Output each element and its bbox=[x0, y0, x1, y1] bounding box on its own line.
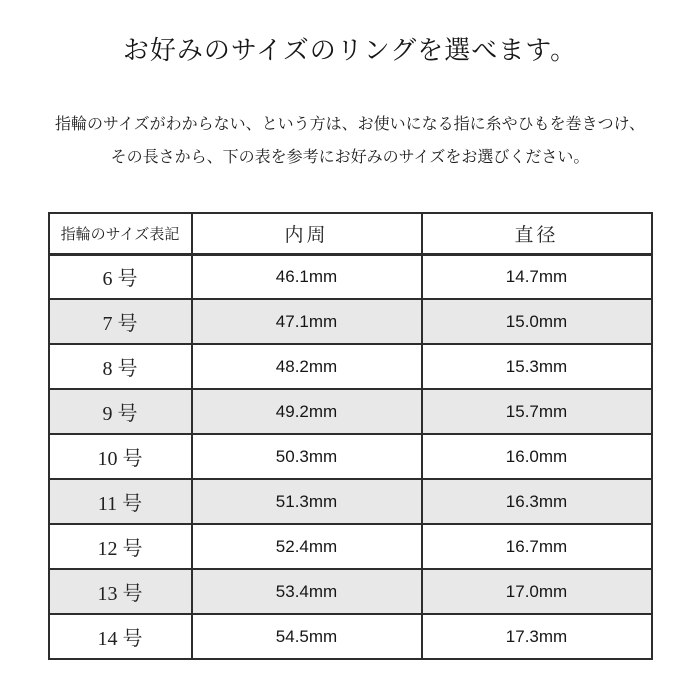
inner-circumference-cell: 50.3mm bbox=[192, 434, 422, 479]
table-row bbox=[49, 614, 652, 659]
table-row bbox=[49, 299, 652, 344]
table-header-row bbox=[49, 213, 652, 254]
size-cell: 10 号 bbox=[49, 434, 192, 479]
diameter-cell: 16.7mm bbox=[422, 524, 652, 569]
inner-circumference-cell: 51.3mm bbox=[192, 479, 422, 524]
inner-circumference-cell: 54.5mm bbox=[192, 614, 422, 659]
inner-circumference-cell: 48.2mm bbox=[192, 344, 422, 389]
size-cell: 13 号 bbox=[49, 569, 192, 614]
column-header-size-notation: 指輪のサイズ表記 bbox=[49, 213, 192, 254]
table-row bbox=[49, 569, 652, 614]
table-row bbox=[49, 344, 652, 389]
intro-line-2: その長さから、下の表を参考にお好みのサイズをお選びください。 bbox=[110, 149, 590, 166]
size-cell: 6 号 bbox=[49, 254, 192, 299]
inner-circumference-cell: 53.4mm bbox=[192, 569, 422, 614]
diameter-cell: 15.3mm bbox=[422, 344, 652, 389]
diameter-cell: 16.0mm bbox=[422, 434, 652, 479]
inner-circumference-cell: 52.4mm bbox=[192, 524, 422, 569]
diameter-cell: 14.7mm bbox=[422, 254, 652, 299]
page-title: お好みのサイズのリングを選べます。 bbox=[122, 36, 578, 65]
intro-line-1: 指輪のサイズがわからない、という方は、お使いになる指に糸やひもを巻きつけ、 bbox=[54, 116, 646, 133]
inner-circumference-cell: 49.2mm bbox=[192, 389, 422, 434]
column-header-inner-circumference: 内周 bbox=[192, 213, 422, 254]
size-cell: 9 号 bbox=[49, 389, 192, 434]
size-cell: 8 号 bbox=[49, 344, 192, 389]
table-row bbox=[49, 254, 652, 299]
table-row bbox=[49, 479, 652, 524]
size-cell: 14 号 bbox=[49, 614, 192, 659]
diameter-cell: 15.7mm bbox=[422, 389, 652, 434]
size-cell: 12 号 bbox=[49, 524, 192, 569]
table-row bbox=[49, 434, 652, 479]
table-row bbox=[49, 524, 652, 569]
intro-text bbox=[0, 66, 700, 174]
diameter-cell: 17.0mm bbox=[422, 569, 652, 614]
inner-circumference-cell: 46.1mm bbox=[192, 254, 422, 299]
size-cell: 11 号 bbox=[49, 479, 192, 524]
ring-size-table bbox=[48, 212, 653, 660]
column-header-diameter: 直径 bbox=[422, 213, 652, 254]
diameter-cell: 17.3mm bbox=[422, 614, 652, 659]
inner-circumference-cell: 47.1mm bbox=[192, 299, 422, 344]
diameter-cell: 15.0mm bbox=[422, 299, 652, 344]
size-cell: 7 号 bbox=[49, 299, 192, 344]
diameter-cell: 16.3mm bbox=[422, 479, 652, 524]
table-row bbox=[49, 389, 652, 434]
